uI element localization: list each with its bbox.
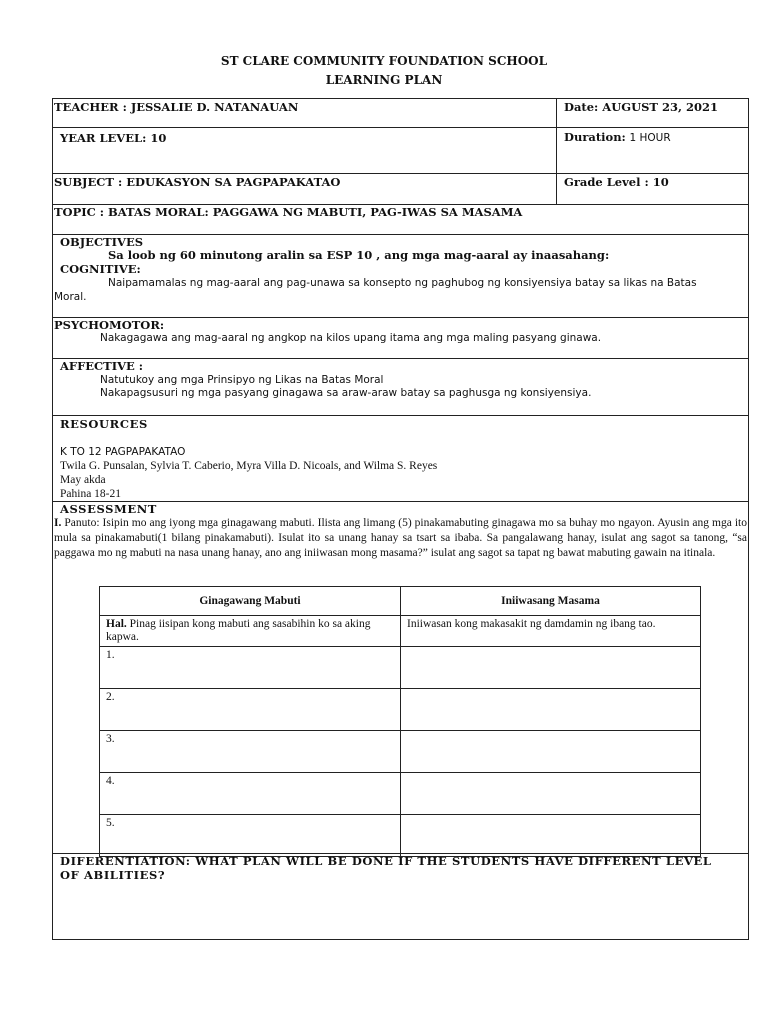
resources-authors: Twila G. Punsalan, Sylvia T. Caberio, Myra Villa D. Nicoals, and Wilma S. Reyes bbox=[60, 460, 438, 472]
date-label: Date: AUGUST 23, 2021 bbox=[564, 100, 718, 114]
objectives-intro: Sa loob ng 60 minutong aralin sa ESP 10 , ang mga mag-aaral ay inaasahang: bbox=[108, 248, 610, 262]
cognitive-title: COGNITIVE: bbox=[60, 262, 141, 276]
example-avoid-cell: Iniiwasan kong makasakit ng damdamin ng ibang tao. bbox=[401, 616, 701, 647]
answer-cell bbox=[401, 815, 701, 857]
table-header-row bbox=[100, 587, 701, 616]
assessment-instructions bbox=[54, 516, 747, 561]
example-good-cell bbox=[100, 616, 401, 647]
instruction-number: I. bbox=[54, 517, 62, 529]
topic-label: TOPIC : BATAS MORAL: PAGGAWA NG MABUTI, PAG-IWAS SA MASAMA bbox=[54, 205, 523, 219]
table-row bbox=[100, 647, 701, 689]
instruction-text: Panuto: Isipin mo ang iyong mga ginagawang mabuti. Ilista ang limang (5) pinakamabuting ginagawa mo sa buhay mo ngayon. Ayusin ang mga ito mula sa pinakamabuti(1 bilang pinakamabuti). Isulat ito sa unang hanay sa tsart sa ibaba. Sa pangalawang hanay, isulat ang sagot sa tanong, “sa paggawa mo ng mabuti na nasa unang hanay, ano ang iniiwasan mong masama?” isulat ang sagot sa tapat ng bawat mabuting gawain na itinala. bbox=[54, 517, 747, 559]
row-number: 5. bbox=[100, 815, 401, 857]
row-number: 2. bbox=[100, 689, 401, 731]
school-name: ST CLARE COMMUNITY FOUNDATION SCHOOL bbox=[220, 54, 548, 68]
psychomotor-title: PSYCHOMOTOR: bbox=[54, 318, 165, 332]
grade-level-label: Grade Level : 10 bbox=[564, 175, 669, 189]
table-row bbox=[100, 689, 701, 731]
duration-row bbox=[564, 130, 671, 145]
answer-cell bbox=[401, 773, 701, 815]
resources-title: RESOURCES bbox=[60, 417, 148, 431]
table-row bbox=[100, 815, 701, 857]
column-header-good: Ginagawang Mabuti bbox=[100, 587, 401, 616]
document-title: LEARNING PLAN bbox=[325, 73, 443, 87]
affective-item-1: Natutukoy ang mga Prinsipyo ng Likas na Batas Moral bbox=[100, 374, 384, 386]
row-number: 1. bbox=[100, 647, 401, 689]
cognitive-text-cont: Moral. bbox=[54, 291, 87, 303]
resources-pages: Pahina 18-21 bbox=[60, 488, 122, 500]
example-good-text: Pinag iisipan kong mabuti ang sasabihin ko sa aking kapwa. bbox=[106, 618, 371, 643]
differentiation-question: DIFERENTIATION: WHAT PLAN WILL BE DONE IF THE STUDENTS HAVE DIFFERENT LEVEL bbox=[60, 854, 712, 868]
objectives-title: OBJECTIVES bbox=[60, 235, 144, 249]
answer-cell bbox=[401, 689, 701, 731]
table-row bbox=[100, 773, 701, 815]
resources-author-label: May akda bbox=[60, 474, 106, 486]
column-header-avoid: Iniiwasang Masama bbox=[401, 587, 701, 616]
answer-cell bbox=[401, 647, 701, 689]
assessment-title: ASSESSMENT bbox=[60, 502, 157, 516]
teacher-label: TEACHER : JESSALIE D. NATANAUAN bbox=[54, 100, 299, 114]
resources-book: K TO 12 PAGPAPAKATAO bbox=[60, 446, 186, 458]
subject-label: SUBJECT : EDUKASYON SA PAGPAPAKATAO bbox=[54, 175, 341, 189]
duration-value: 1 HOUR bbox=[629, 132, 671, 144]
example-row bbox=[100, 616, 701, 647]
row-number: 4. bbox=[100, 773, 401, 815]
affective-title: AFFECTIVE : bbox=[60, 359, 144, 373]
duration-label: Duration: bbox=[564, 130, 626, 144]
year-level-label: YEAR LEVEL: 10 bbox=[60, 131, 167, 145]
table-row bbox=[100, 731, 701, 773]
answer-cell bbox=[401, 731, 701, 773]
assessment-table bbox=[99, 586, 701, 857]
cognitive-text: Naipamamalas ng mag-aaral ang pag-unawa sa konsepto ng paghubog ng konsiyensiya batay sa likas na Batas bbox=[108, 277, 697, 289]
psychomotor-text: Nakagagawa ang mag-aaral ng angkop na kilos upang itama ang mga maling pasyang ginawa. bbox=[100, 332, 602, 344]
row-number: 3. bbox=[100, 731, 401, 773]
example-label: Hal. bbox=[106, 618, 127, 630]
affective-item-2: Nakapagsusuri ng mga pasyang ginagawa sa araw-araw batay sa paghusga ng konsiyensiya. bbox=[100, 387, 592, 399]
differentiation-question-cont: OF ABILITIES? bbox=[60, 868, 166, 882]
